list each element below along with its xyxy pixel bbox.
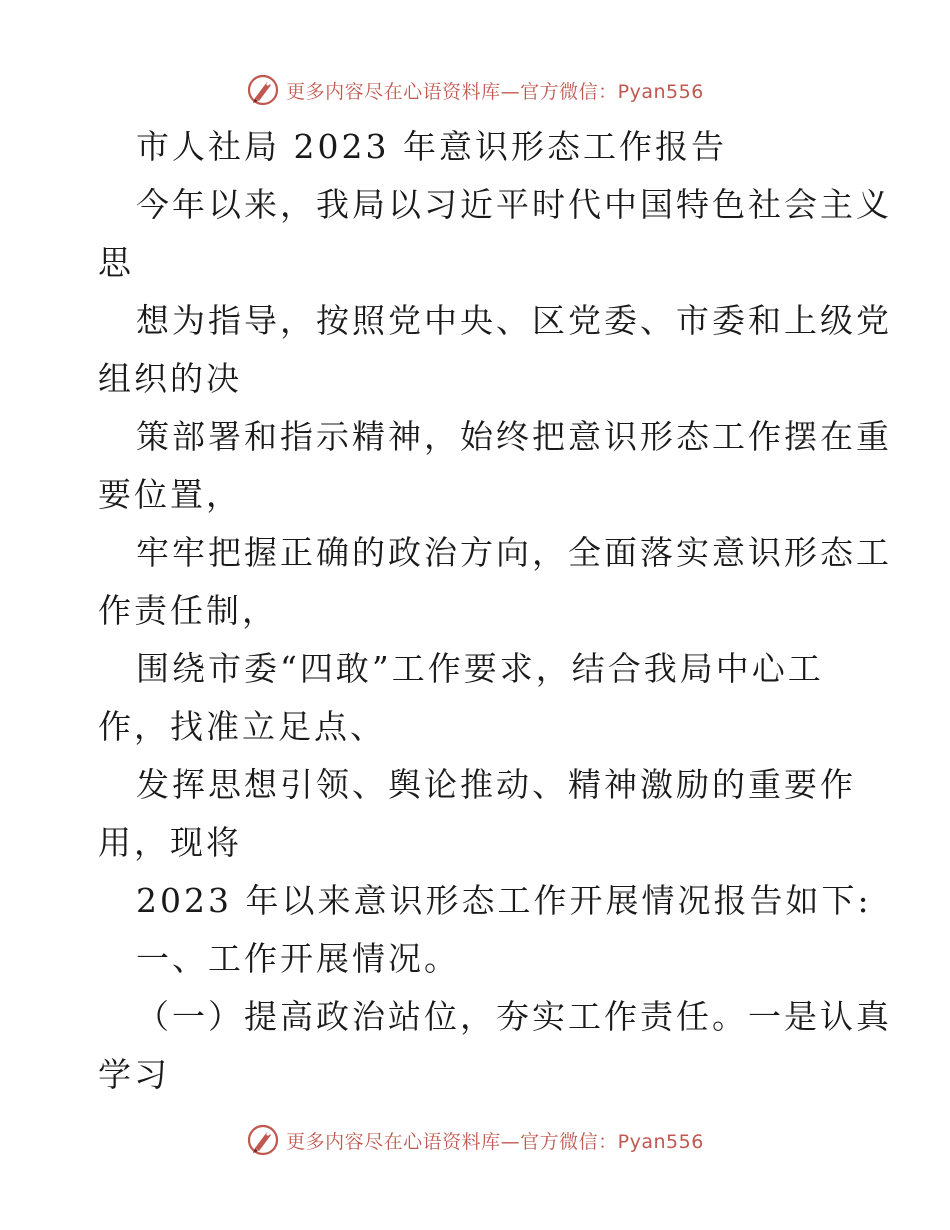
text-line: 发挥思想引领、舆论推动、精神激励的重要作	[136, 765, 856, 804]
watermark-text: 更多内容尽在心语资料库—官方微信：Pyan556	[286, 80, 704, 103]
text-line: 今年以来，我局以习近平时代中国特色社会主义	[136, 185, 892, 224]
pen-logo-icon	[246, 1123, 280, 1157]
text-line: 一、工作开展情况。	[136, 939, 460, 978]
pen-logo-icon	[246, 73, 280, 107]
text-line: 围绕市委“四敢”工作要求，结合我局中心工	[136, 649, 824, 688]
text-line: 用，现将	[98, 823, 242, 862]
text-line: （一）提高政治站位，夯实工作责任。一是认真	[136, 997, 892, 1036]
text-line: 市人社局 2023 年意识形态工作报告	[136, 127, 727, 166]
text-line: 想为指导，按照党中央、区党委、市委和上级党	[136, 301, 892, 340]
text-line: 牢牢把握正确的政治方向，全面落实意识形态工	[136, 533, 892, 572]
footer-watermark	[0, 1120, 950, 1160]
text-line: 策部署和指示精神，始终把意识形态工作摆在重	[136, 417, 892, 456]
text-line: 2023 年以来意识形态工作开展情况报告如下:	[136, 881, 872, 920]
watermark-text: 更多内容尽在心语资料库—官方微信：Pyan556	[286, 1130, 704, 1153]
text-line: 思	[98, 243, 134, 282]
text-line: 作，找准立足点、	[98, 707, 386, 746]
document-body	[98, 118, 892, 1104]
text-line: 学习	[98, 1055, 170, 1094]
text-line: 作责任制，	[98, 591, 278, 630]
header-watermark	[0, 70, 950, 110]
text-line: 要位置，	[98, 475, 242, 514]
text-line: 组织的决	[98, 359, 242, 398]
